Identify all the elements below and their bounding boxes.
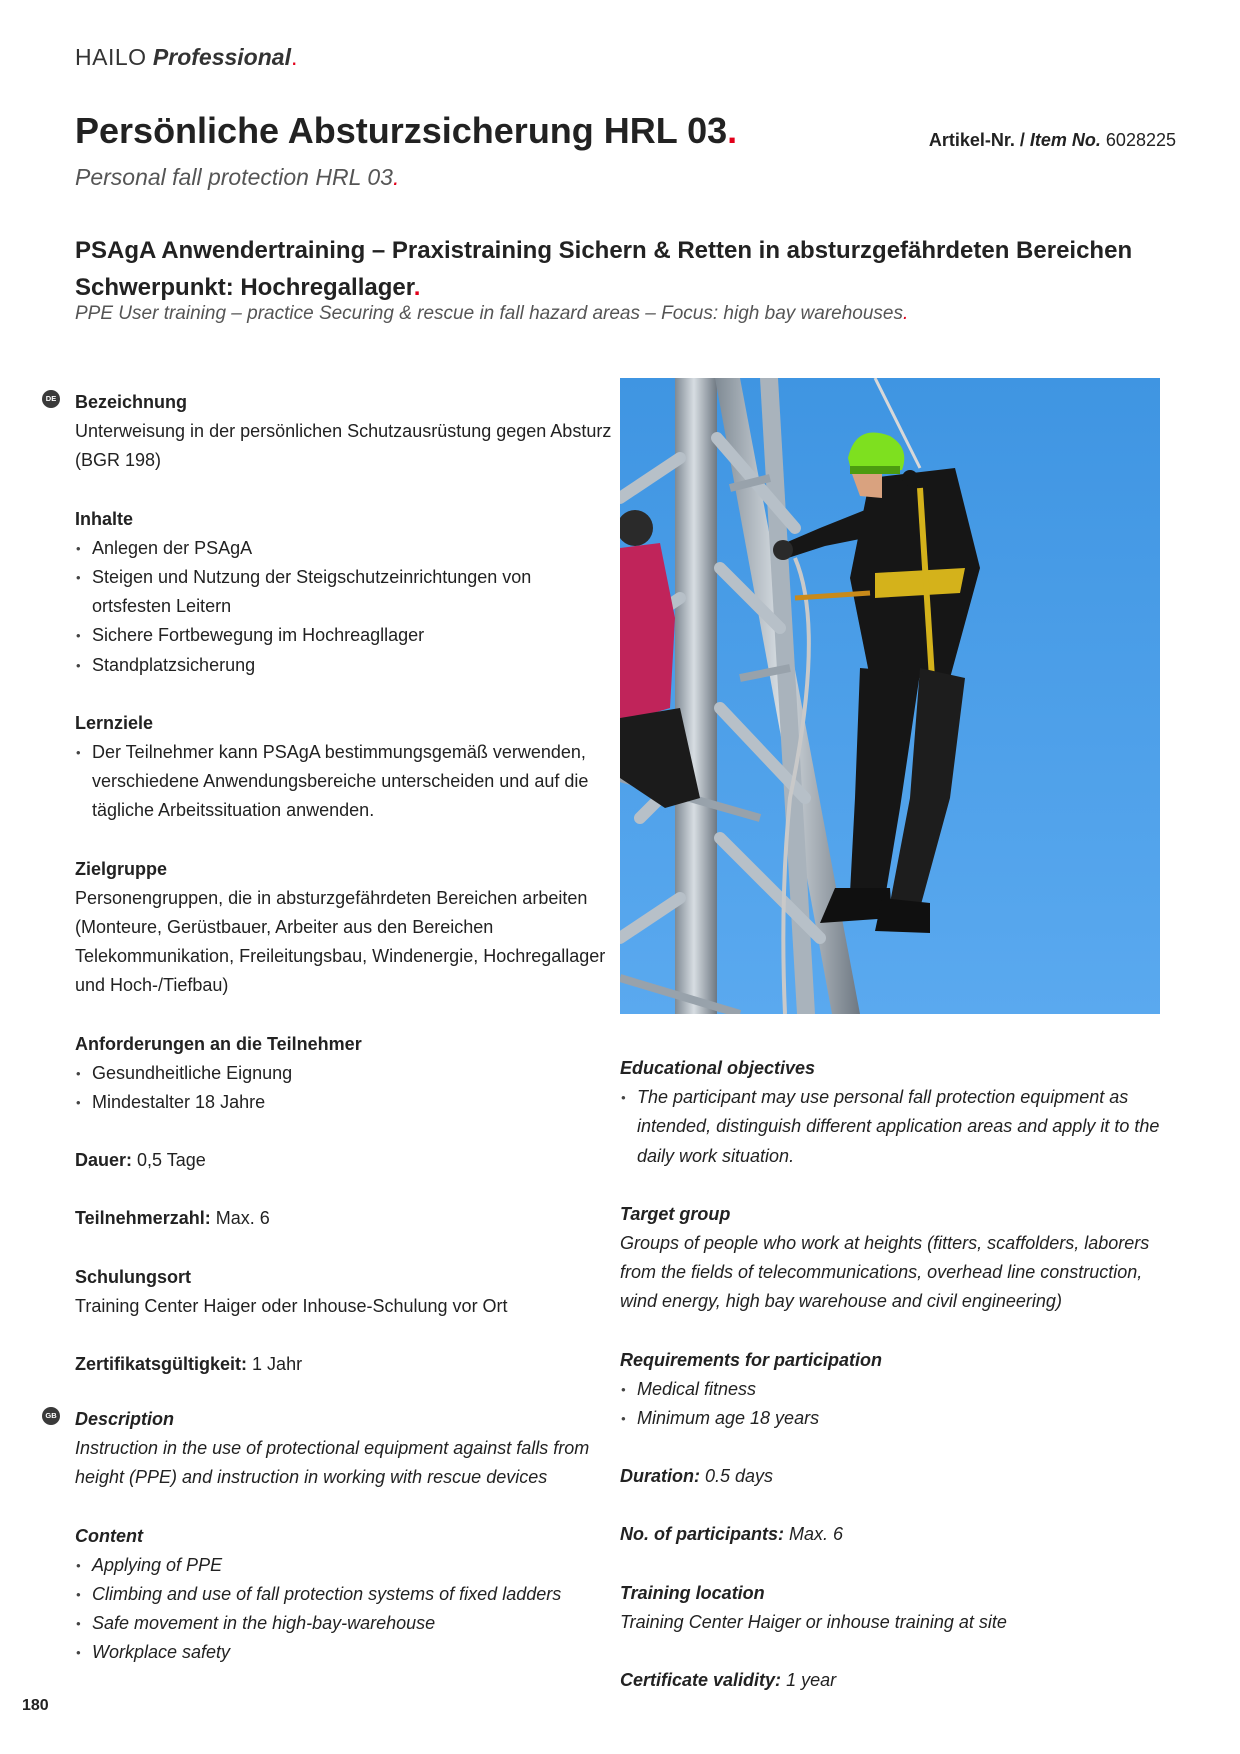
heading-en-dot: . bbox=[902, 303, 909, 324]
page-title bbox=[75, 110, 737, 152]
course-heading-line2: Schwerpunkt: Hochregallager bbox=[75, 274, 414, 301]
list-item: • Minimum age 18 years bbox=[620, 1404, 1165, 1433]
item-label-de: Artikel-Nr. / bbox=[928, 130, 1025, 150]
duration-label: Duration: bbox=[620, 1466, 700, 1487]
content-list bbox=[75, 1551, 615, 1668]
de-language-icon: DE bbox=[42, 390, 60, 408]
duration-value: 0.5 days bbox=[705, 1466, 774, 1487]
list-item: • Medical fitness bbox=[620, 1375, 1165, 1404]
validity-value: 1 year bbox=[786, 1670, 837, 1691]
anforderungen-list bbox=[75, 1059, 615, 1117]
title-dot: . bbox=[727, 110, 738, 151]
validity-label: Certificate validity: bbox=[620, 1670, 782, 1691]
list-item: • Workplace safety bbox=[75, 1638, 615, 1667]
list-item: • Mindestalter 18 Jahre bbox=[75, 1088, 615, 1117]
participants-row bbox=[620, 1520, 1165, 1549]
german-section bbox=[75, 388, 615, 1379]
climbing-photo bbox=[620, 378, 1160, 1014]
objectives-list bbox=[620, 1083, 1165, 1171]
course-heading bbox=[75, 232, 1175, 306]
teilnehmerzahl-label: Teilnehmerzahl: bbox=[75, 1208, 211, 1229]
course-heading-line2-wrap bbox=[75, 269, 1175, 306]
zertifikat-value: 1 Jahr bbox=[252, 1354, 303, 1375]
schulungsort-label: Schulungsort bbox=[75, 1266, 191, 1287]
content-label: Content bbox=[75, 1525, 143, 1546]
brand-dot: . bbox=[290, 44, 298, 70]
page-subtitle-text: Personal fall protection HRL 03 bbox=[75, 164, 393, 190]
location-text: Training Center Haiger or inhouse training at site bbox=[620, 1611, 1007, 1632]
list-item: • Gesundheitliche Eignung bbox=[75, 1059, 615, 1088]
page-subtitle bbox=[75, 164, 399, 191]
lernziele-list bbox=[75, 738, 615, 826]
teilnehmerzahl-row bbox=[75, 1204, 615, 1233]
english-section-right bbox=[620, 1054, 1165, 1695]
requirements-label: Requirements for participation bbox=[620, 1349, 883, 1370]
list-item: • Safe movement in the high-bay-warehouse bbox=[75, 1609, 615, 1638]
item-number bbox=[929, 130, 1176, 151]
gb-language-icon: GB bbox=[42, 1407, 60, 1425]
item-label-en: Item No. bbox=[1029, 130, 1101, 150]
list-item: • Anlegen der PSAgA bbox=[75, 534, 615, 563]
zielgruppe-text: Personengruppen, die in absturzgefährdeten Bereichen arbeiten (Monteure, Gerüstbauer, Arbeiter aus den Bereichen Telekommunikation, Freileitungsbau, Windenergie, Hochregallager und Hoch-/Tiefbau) bbox=[75, 887, 606, 996]
list-item: • Applying of PPE bbox=[75, 1551, 615, 1580]
bezeichnung-label: Bezeichnung bbox=[75, 392, 188, 412]
bezeichnung-text: Unterweisung in der persönlichen Schutzausrüstung gegen Absturz (BGR 198) bbox=[75, 421, 612, 471]
item-number-value: 6028225 bbox=[1105, 130, 1176, 150]
participants-value: Max. 6 bbox=[789, 1524, 844, 1545]
course-heading-en bbox=[75, 303, 908, 325]
inhalte-label: Inhalte bbox=[75, 508, 134, 529]
english-section-left bbox=[75, 1405, 615, 1668]
schulungsort-text: Training Center Haiger oder Inhouse-Schulung vor Ort bbox=[75, 1295, 508, 1316]
zertifikat-row bbox=[75, 1350, 615, 1379]
objectives-label: Educational objectives bbox=[620, 1058, 816, 1078]
zertifikat-label: Zertifikatsgültigkeit: bbox=[75, 1354, 248, 1375]
target-label: Target group bbox=[620, 1203, 731, 1224]
dauer-value: 0,5 Tage bbox=[137, 1150, 206, 1171]
list-item: • Der Teilnehmer kann PSAgA bestimmungsgemäß verwenden, verschiedene Anwendungsbereiche unterscheiden und auf die tägliche Arbeitssituation anwenden. bbox=[75, 738, 615, 826]
zielgruppe-label: Zielgruppe bbox=[75, 858, 168, 879]
list-item: • Standplatzsicherung bbox=[75, 651, 615, 680]
inhalte-list bbox=[75, 534, 615, 680]
dauer-label: Dauer: bbox=[75, 1150, 133, 1171]
list-item: • Climbing and use of fall protection systems of fixed ladders bbox=[75, 1580, 615, 1609]
list-item: • Steigen und Nutzung der Steigschutzeinrichtungen von ortsfesten Leitern bbox=[75, 563, 615, 621]
page-title-text: Persönliche Absturzsicherung HRL 03 bbox=[75, 110, 728, 151]
requirements-list bbox=[620, 1375, 1165, 1433]
validity-row bbox=[620, 1666, 1165, 1695]
participants-label: No. of participants: bbox=[620, 1524, 785, 1545]
teilnehmerzahl-value: Max. 6 bbox=[215, 1208, 270, 1229]
course-heading-line1: PSAgA Anwendertraining – Praxistraining Sichern & Retten in absturzgefährdeten Bereichen bbox=[75, 237, 1133, 264]
list-item: • The participant may use personal fall protection equipment as intended, distinguish different application areas and apply it to the daily work situation. bbox=[620, 1083, 1165, 1171]
page-number: 180 bbox=[22, 1697, 49, 1714]
duration-row bbox=[620, 1462, 1165, 1491]
climber-illustration bbox=[620, 378, 1160, 1014]
anforderungen-label: Anforderungen an die Teilnehmer bbox=[75, 1033, 362, 1054]
description-label: Description bbox=[75, 1409, 175, 1429]
location-label: Training location bbox=[620, 1582, 765, 1603]
brand-logo bbox=[75, 44, 297, 71]
subtitle-dot: . bbox=[392, 164, 400, 190]
heading-dot: . bbox=[413, 274, 421, 301]
target-text: Groups of people who work at heights (fitters, scaffolders, laborers from the fields of telecommunications, overhead line construction, wind energy, high bay warehouse and civil engineering) bbox=[620, 1233, 1150, 1312]
course-heading-en-text: PPE User training – practice Securing & rescue in fall hazard areas – Focus: high bay warehouses bbox=[75, 303, 903, 324]
description-text: Instruction in the use of protectional equipment against falls from height (PPE) and instruction in working with rescue devices bbox=[75, 1438, 590, 1488]
dauer-row bbox=[75, 1146, 615, 1175]
brand-line: Professional bbox=[152, 44, 291, 70]
brand-name: HAILO bbox=[75, 44, 147, 70]
list-item: • Sichere Fortbewegung im Hochreagllager bbox=[75, 621, 615, 650]
lernziele-label: Lernziele bbox=[75, 712, 154, 733]
